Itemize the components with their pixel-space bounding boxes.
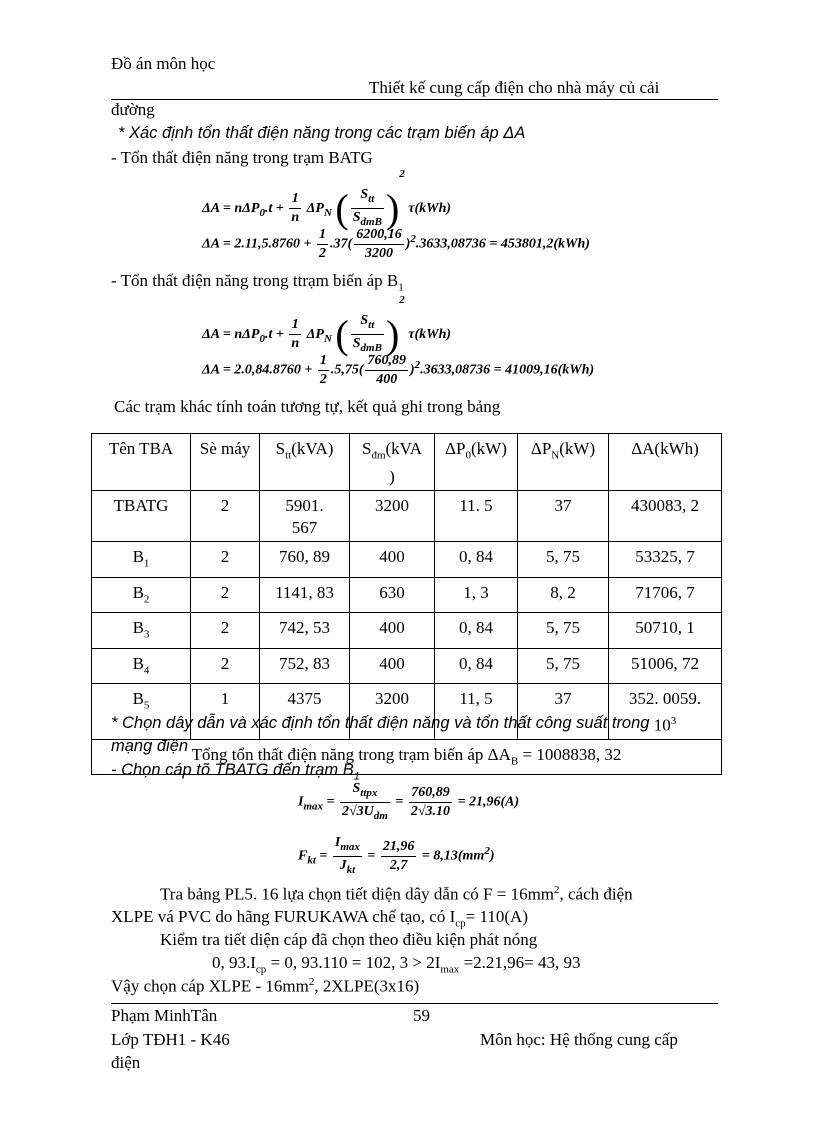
cell-may: 2 [191,613,260,648]
cell-dp0: 11, 5 [435,683,518,739]
cell-dpn: 5, 75 [518,648,609,683]
cell-sdm: 3200 [350,683,435,739]
text-p3: Kiểm tra tiết diện cáp đã chọn theo điều kiện phát nóng [160,930,538,949]
cell-da: 50710, 1 [609,613,722,648]
cell-may: 2 [191,648,260,683]
text-batg: - Tổn thất điện năng trong trạm BATG [111,148,373,167]
th-sdm: $S_{đm}(kVA$ ) [350,434,435,491]
text-duong: đường [111,100,155,119]
footer-name: Phạm MinhTân [111,1006,218,1025]
header-left: Đồ án môn học [111,54,216,73]
cell-sdm: 3200 [350,491,435,542]
equation-2: ΔA = 2.11,5.8760 + $\frac{1}{2}$ .37( $\frac{6200,16}{3200}$ )$^2$.3633,08736 = 453801,2(kWh) [202,227,590,261]
equation-imax: $I_{max}$ = $\frac{S_{ttpx}}{2√3U_{dm}}$ = $\frac{760,89}{2√3.10}$ = 21,96(A) [298,781,520,822]
footer-rule [111,1003,718,1004]
equation-4: ΔA = 2.0,84.8760 + $\frac{1}{2}$ .5,75( $\frac{760,89}{400}$ )$^2$.3633,08736 = 41009,16(kWh) [202,353,595,387]
text-p5: Vậy chọn cáp XLPE - $16mm^2$, 2XLPE(3x16) [111,976,420,996]
cell-sdm: 400 [350,648,435,683]
cell-total: Tổng tổn thất điện năng trong trạm biến áp $\Delta A_B = 1008838$, 32 [92,739,722,774]
cell-stt: 4375 [260,683,350,739]
footer-subject: Môn học: Hệ thống cung cấp [480,1030,678,1049]
text-p1: Tra bảng PL5. 16 lựa chọn tiết diện dây dẫn có $F = 16mm^2$, cách điện [160,884,633,904]
cell-stt: 5901. 567 [260,491,350,542]
text-other-stations: Các trạm khác tính toán tương tự, kết quả ghi trong bảng [114,397,501,416]
cell-dp0: 0, 84 [435,542,518,577]
table-header-row [92,434,722,491]
cell-dpn: 8, 2 [518,577,609,612]
cell-sdm: 400 [350,613,435,648]
cell-name: $B_1$ [92,542,191,577]
table-row [92,648,722,683]
table-row [92,491,722,542]
footer-page-number: 59 [413,1006,430,1025]
cell-may: 2 [191,542,260,577]
cell-may: 1 [191,683,260,739]
text-p4: 0, $93.I_{cp} = 0$, 93.110 = 102, $3 > 2I_{max} =2.21,96= 43$, 93 [212,953,581,976]
equation-3: ΔA = nΔP$_0$.t + $\frac{1}{n}$ $\Delta P_N$ ( $\frac{S_{tt}}{S_{dmB}}$ )$^2$ τ(kWh) [202,294,452,357]
cell-dpn: 5, 75 [518,613,609,648]
cell-name: $B_2$ [92,577,191,612]
footer-class: Lớp TĐH1 - K46 [111,1030,230,1049]
cell-stt: 752, 83 [260,648,350,683]
heading-cable-2: mạng điện [111,737,189,755]
th-stt: $S_{tt}(kVA)$ [260,434,350,491]
cell-sdm: 630 [350,577,435,612]
table-row [92,577,722,612]
text-p2: XLPE vá PVC do hãng FURUKAWA chế tạo, có $I_{cp}= 110(A)$ [111,907,528,930]
equation-fkt: $F_{kt}$ = $\frac{I_{max}}{J_{kt}}$ = $\frac{21,96}{2,7}$ = $8,13(mm^2)$ [298,835,495,876]
cell-stt: 742, 53 [260,613,350,648]
cell-sdm: 400 [350,542,435,577]
header-rule [111,99,718,100]
th-dpn: $\Delta P_N(kW)$ [518,434,609,491]
heading-cable-1: * Chọn dây dẫn và xác định tổn thất điện năng và tổn thất công suất trong [111,714,650,732]
cell-da: 352. 0059. $10^3$ [609,683,722,739]
footer-dien: điện [111,1053,141,1072]
text-choose-cable: - Chọn cáp tõ TBATG đến trạm $B_1$ [111,761,360,783]
cell-name: TBATG [92,491,191,542]
th-dp0: $\Delta P_0(kW)$ [435,434,518,491]
cell-name: $B_5$ [92,683,191,739]
cell-may: 2 [191,577,260,612]
cell-dp0: 0, 84 [435,648,518,683]
cell-stt: 760, 89 [260,542,350,577]
table-row [92,613,722,648]
cell-dp0: 0, 84 [435,613,518,648]
cell-dpn: 37 [518,491,609,542]
th-da: ΔA(kWh) [609,434,722,491]
cell-name: $B_4$ [92,648,191,683]
th-ten-tba: Tên TBA [92,434,191,491]
cell-dp0: 11. 5 [435,491,518,542]
cell-da: 71706, 7 [609,577,722,612]
cell-da: 430083, 2 [609,491,722,542]
header-right: Thiết kế cung cấp điện cho nhà máy củ cải [369,78,660,97]
equation-1: ΔA = nΔP$_0$.t + $\frac{1}{n}$ $\Delta P_N$ ( $\frac{S_{tt}}{S_{dmB}}$ )$^2$ τ(kWh) [202,168,452,231]
cell-dpn: 5, 75 [518,542,609,577]
heading-tba-loss: * Xác định tổn thất điện năng trong các trạm biến áp ΔA [118,124,526,142]
cell-stt: 1141, 83 [260,577,350,612]
table-row [92,542,722,577]
cell-dpn: 37 [518,683,609,739]
cell-da: 51006, 72 [609,648,722,683]
cell-name: $B_3$ [92,613,191,648]
cell-da: 53325, 7 [609,542,722,577]
th-se-may: Sè máy [191,434,260,491]
cell-may: 2 [191,491,260,542]
text-b1: - Tổn thất điện năng trong ttrạm biến áp $B_1$ [111,271,404,294]
cell-dp0: 1, 3 [435,577,518,612]
